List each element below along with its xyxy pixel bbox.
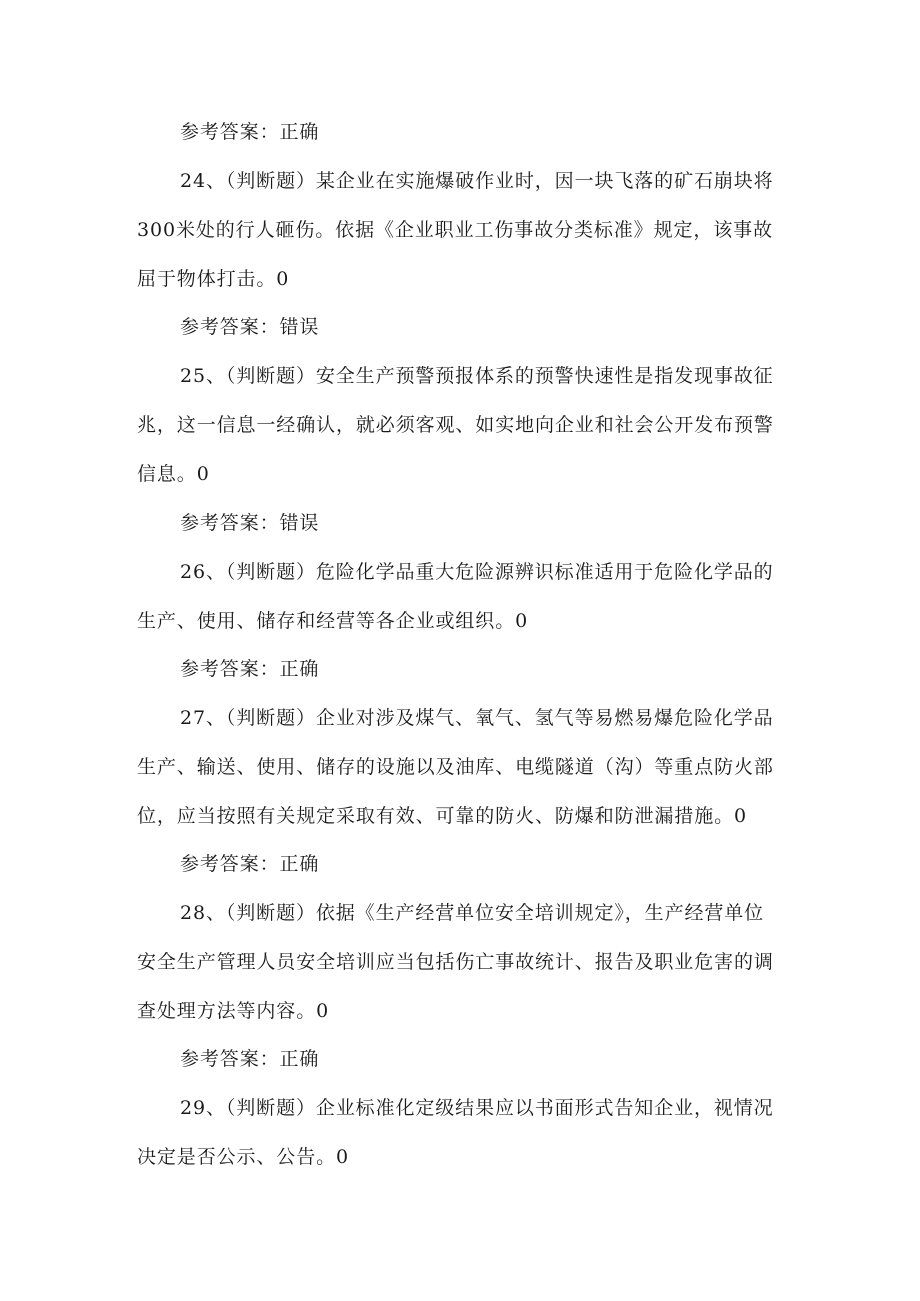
question-text-line: 26、（判断题）危险化学品重大危险源辨识标准适用于危险化学品的: [180, 561, 774, 583]
answer-line: 参考答案：正确: [180, 121, 320, 143]
question-text-line: 生产、使用、储存和经营等各企业或组织。0: [137, 610, 529, 632]
answer-value: 正确: [279, 658, 320, 680]
question-text-line: 兆，这一信息一经确认，就必须客观、如实地向企业和社会公开发布预警: [137, 414, 774, 436]
question-text-line: 决定是否公示、公告。0: [137, 1146, 349, 1168]
answer-line: 参考答案：正确: [180, 853, 320, 875]
question-text-line: 屈于物体打击。0: [137, 268, 290, 290]
question-text-line: 安全生产管理人员安全培训应当包括伤亡事故统计、报告及职业危害的调: [137, 951, 774, 973]
answer-value: 正确: [279, 121, 320, 143]
answer-value: 正确: [279, 853, 320, 875]
question-text-line: 25、（判断题）安全生产预警预报体系的预警快速性是指发现事故征: [180, 365, 774, 387]
question-text-line: 27、（判断题）企业对涉及煤气、氧气、氢气等易燃易爆危险化学品: [180, 707, 774, 729]
answer-value: 正确: [279, 1048, 320, 1070]
question-text-line: 信息。0: [137, 463, 210, 485]
question-text-line: 生产、输送、使用、储存的设施以及油库、电缆隧道（沟）等重点防火部: [137, 756, 774, 778]
question-text-line: 29、（判断题）企业标准化定级结果应以书面形式告知企业，视情况: [180, 1097, 774, 1119]
answer-line: 参考答案：正确: [180, 1048, 320, 1070]
answer-line: 参考答案：正确: [180, 658, 320, 680]
question-text-line: 查处理方法等内容。0: [137, 1000, 330, 1022]
question-text-line: 300米处的行人砸伤。依据《企业职业工伤事故分类标准》规定，该事故: [137, 219, 773, 241]
answer-value: 错误: [279, 316, 320, 338]
answer-line: 参考答案：错误: [180, 512, 320, 534]
question-text-line: 位，应当按照有关规定采取有效、可靠的防火、防爆和防泄漏措施。0: [137, 805, 747, 827]
question-text-line: 24、（判断题）某企业在实施爆破作业时，因一块飞落的矿石崩块将: [180, 170, 774, 192]
question-text-line: 28、（判断题）依据《生产经营单位安全培训规定》，生产经营单位: [180, 902, 765, 924]
answer-line: 参考答案：错误: [180, 316, 320, 338]
answer-value: 错误: [279, 512, 320, 534]
